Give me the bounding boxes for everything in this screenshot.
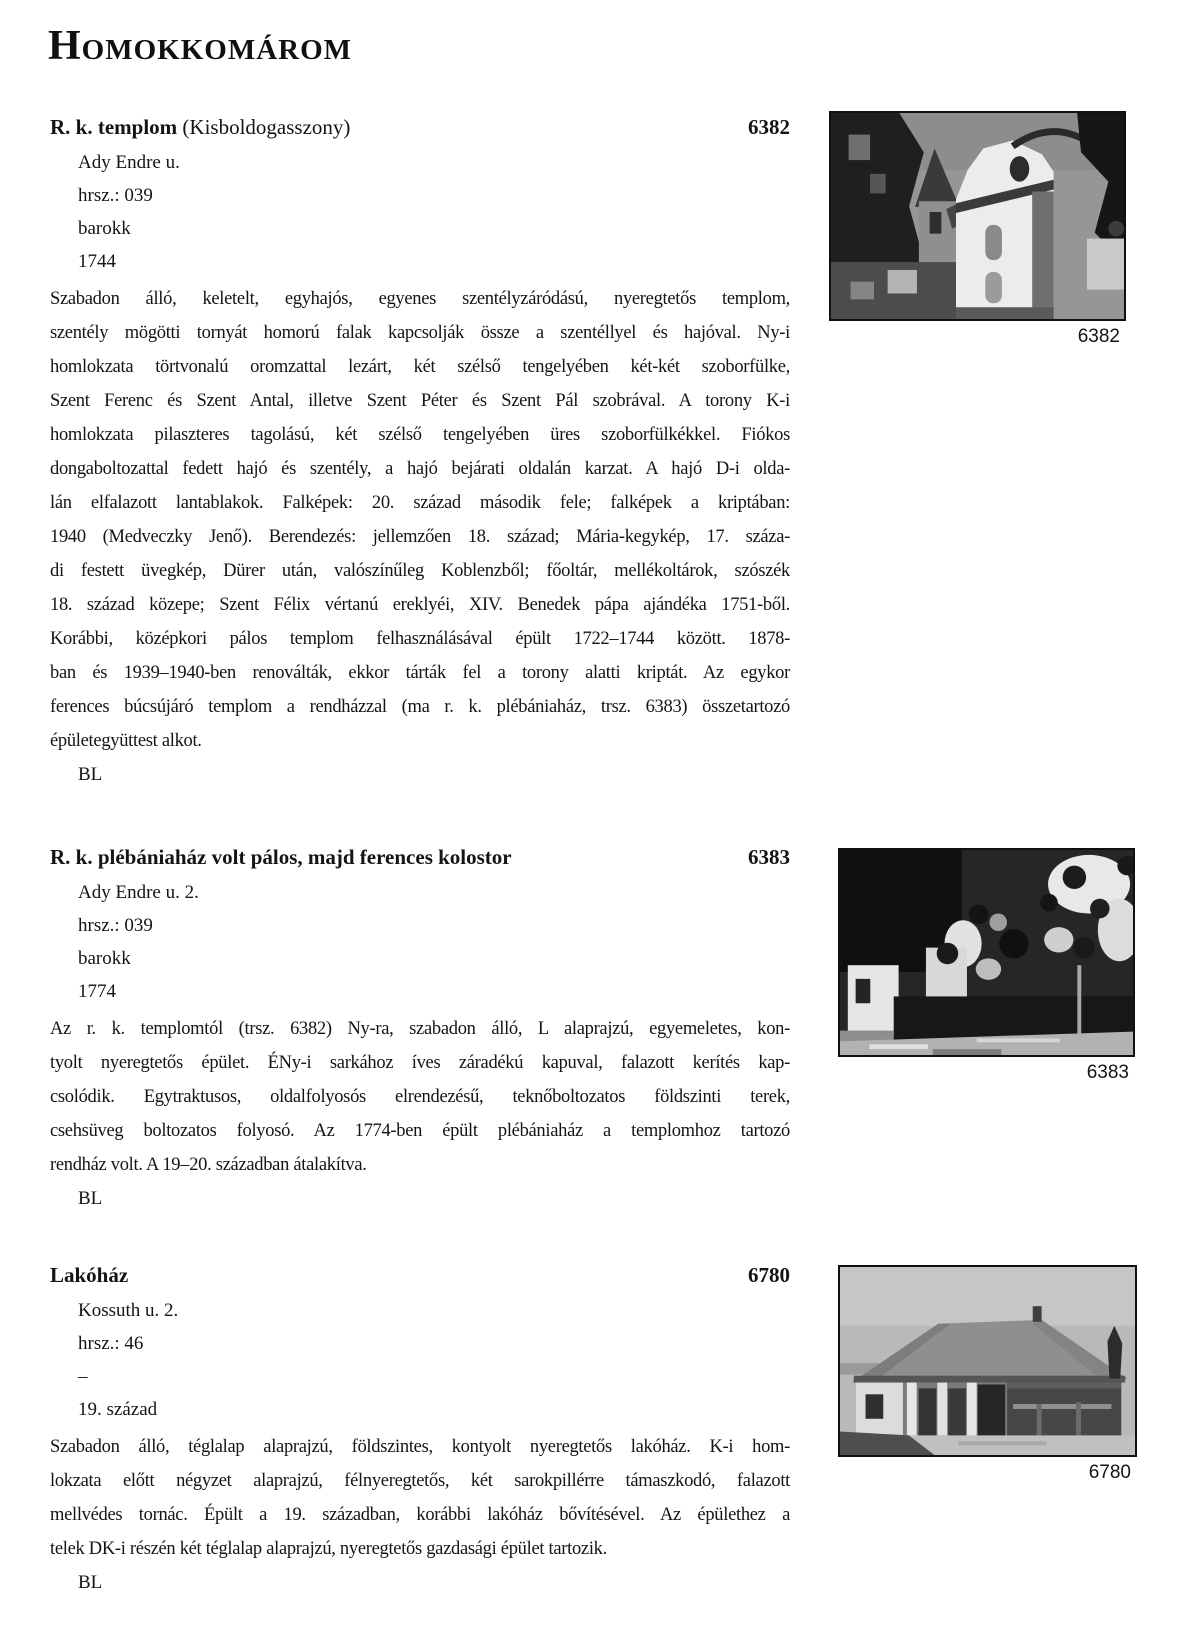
description-line: rendház volt. A 19–20. században átalakítva. xyxy=(50,1155,367,1175)
entry-title xyxy=(50,112,350,142)
description-line: Szabadon álló, téglalap alaprajzú, földszintes, kontyolt nyeregtetős lakóház. K-i hom- xyxy=(50,1437,790,1457)
entry-title-bold: R. k. templom xyxy=(50,115,178,139)
detail-line: Kossuth u. 2. xyxy=(78,1300,179,1321)
detail-line: Ady Endre u. 2. xyxy=(78,882,199,903)
entry-details xyxy=(50,1294,790,1426)
description-line: épületegyüttest alkot. xyxy=(50,731,202,751)
monument-photo-6780 xyxy=(838,1265,1137,1483)
description-line: di festett üvegkép, Dürer után, valószínűleg Koblenzből; főoltár, mellékoltárok, szószék xyxy=(50,561,790,581)
author-initials: BL xyxy=(78,1188,103,1209)
entry-number: 6383 xyxy=(748,845,790,869)
entry-title-bold: Lakóház xyxy=(50,1263,129,1287)
description-line: ferences búcsújáró templom a rendházzal (ma r. k. plébániaház, trsz. 6383) összetartozó xyxy=(50,697,790,717)
description-line: telek DK-i részén két téglalap alaprajzú, nyeregtetős gazdasági épület tartozik. xyxy=(50,1539,607,1559)
page-title: Homokkomárom xyxy=(48,23,353,69)
entry-number: 6780 xyxy=(748,1263,790,1287)
description-line: Az r. k. templomtól (trsz. 6382) Ny-ra, szabadon álló, L alaprajzú, egyemeletes, kon- xyxy=(50,1019,790,1039)
photo-caption: 6382 xyxy=(1077,326,1120,347)
detail-line: – xyxy=(78,1366,88,1387)
entry-heading xyxy=(50,112,790,142)
detail-line: Ady Endre u. xyxy=(78,152,180,173)
description-line: mellvédes tornác. Épült a 19. században, korábbi lakóház bővítésével. Az épülethez a xyxy=(50,1505,790,1525)
description-line: ban és 1939–1940-ben renoválták, ekkor tárták fel a torony alatti kriptát. Az egykor xyxy=(50,663,790,683)
description-line: homlokzata pilaszteres tagolású, két szélső tengelyében üres szoborfülkékkel. Fiókos xyxy=(50,425,790,445)
entry-6383 xyxy=(50,842,790,1216)
entry-details xyxy=(50,876,790,1008)
description-line: csehsüveg boltozatos folyosó. Az 1774-ben épült plébániaház a templomhoz tartozó xyxy=(50,1121,790,1141)
author-initials: BL xyxy=(78,1572,103,1593)
description-line: Szent Ferenc és Szent Antal, illetve Szent Péter és Szent Pál szobrával. A torony K-i xyxy=(50,391,790,411)
description-line: lán elfalazott lantablakok. Falképek: 20. század második fele; falképek a kriptában: xyxy=(50,493,790,513)
detail-line: hrsz.: 039 xyxy=(78,185,153,206)
detail-line: 19. század xyxy=(78,1399,158,1420)
entry-title-bold: R. k. plébániaház volt pálos, majd ferences kolostor xyxy=(50,845,512,869)
description-line: szentély mögötti tornyát homorú falak kapcsolják össze a szentéllyel és hajóval. Ny-i xyxy=(50,323,790,343)
description-line: Korábbi, középkori pálos templom felhasználásával épült 1722–1744 között. 1878- xyxy=(50,629,790,649)
entry-number: 6382 xyxy=(748,115,790,139)
detail-line: 1744 xyxy=(78,251,116,272)
entry-title-rest: (Kisboldogasszony) xyxy=(177,115,351,139)
entry-title xyxy=(50,842,512,872)
detail-line: hrsz.: 039 xyxy=(78,915,153,936)
entry-details xyxy=(50,146,790,278)
detail-line: hrsz.: 46 xyxy=(78,1333,144,1354)
description-line: lokzata előtt négyzet alaprajzú, félnyeregtetős, két sarokpillérre támaszkodó, falazott xyxy=(50,1471,790,1491)
description-line: tyolt nyeregtetős épület. ÉNy-i sarkához íves záradékú kapuval, falazott kerítés kap- xyxy=(50,1053,790,1073)
description-line: dongaboltozattal fedett hajó és szentély, a hajó bejárati oldalán karzat. A hajó D-i olda- xyxy=(50,459,790,479)
author-initials: BL xyxy=(78,764,103,785)
church-photo-image xyxy=(831,113,1124,319)
entry-heading xyxy=(50,842,790,872)
photo-caption: 6780 xyxy=(1088,1462,1131,1483)
entry-description xyxy=(50,1430,790,1566)
description-line: Szabadon álló, keletelt, egyhajós, egyenes szentélyzáródású, nyeregtetős templom, xyxy=(50,289,790,309)
description-line: 1940 (Medveczky Jenő). Berendezés: jellemzően 18. század; Mária-kegykép, 17. száza- xyxy=(50,527,790,547)
entry-6382 xyxy=(50,112,790,792)
description-line: homlokzata törtvonalú oromzattal lezárt, két szélső tengelyében két-két szoborfülke, xyxy=(50,357,790,377)
detail-line: barokk xyxy=(78,948,131,969)
detail-line: 1774 xyxy=(78,981,116,1002)
monument-photo-6382 xyxy=(829,111,1126,347)
entry-description xyxy=(50,1012,790,1182)
entry-title xyxy=(50,1260,128,1290)
description-line: 18. század közepe; Szent Félix vértanú ereklyéi, XIV. Benedek pápa ajándéka 1751-ből. xyxy=(50,595,790,615)
parish-house-photo-image xyxy=(840,850,1133,1055)
entry-6780 xyxy=(50,1260,790,1600)
entry-description xyxy=(50,282,790,758)
detail-line: barokk xyxy=(78,218,131,239)
house-photo-image xyxy=(840,1267,1135,1455)
photo-caption: 6383 xyxy=(1086,1062,1129,1083)
description-line: csolódik. Egytraktusos, oldalfolyosós elrendezésű, teknőboltozatos földszinti terek, xyxy=(50,1087,790,1107)
entry-heading xyxy=(50,1260,790,1290)
monument-photo-6383 xyxy=(838,848,1135,1083)
